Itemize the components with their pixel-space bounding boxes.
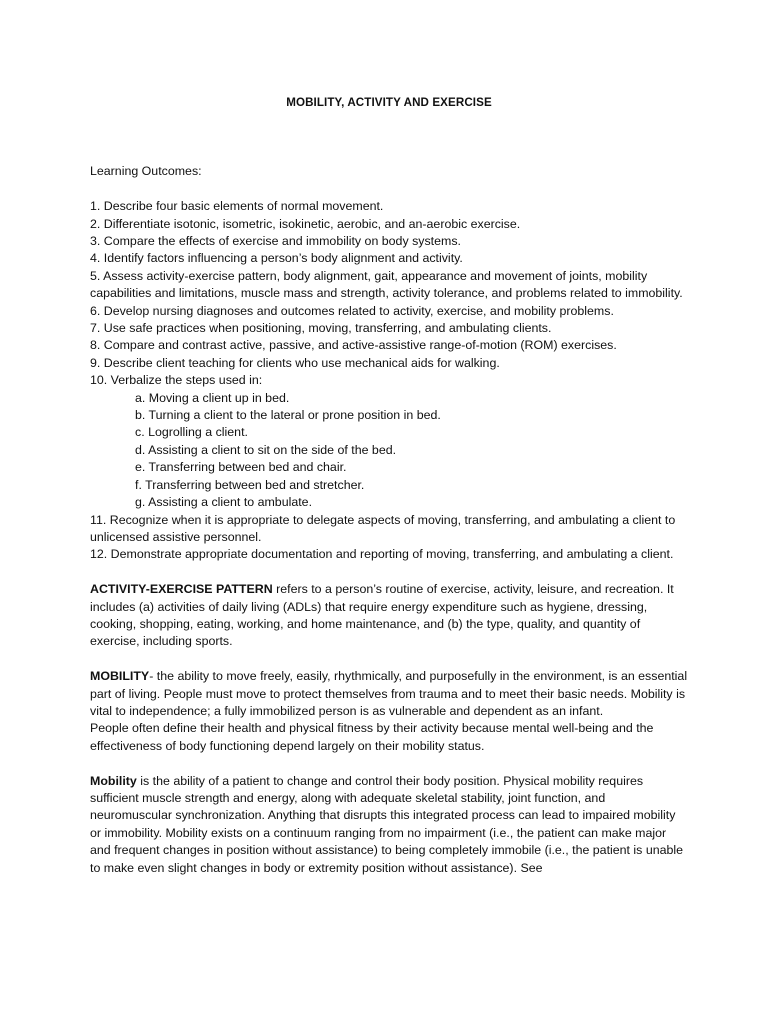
activity-exercise-paragraph	[90, 581, 688, 651]
step-item: d. Assisting a client to sit on the side of the bed.	[135, 442, 397, 457]
outcome-item: 3. Compare the effects of exercise and immobility on body systems.	[90, 234, 461, 249]
step-item: b. Turning a client to the lateral or prone position in bed.	[135, 408, 441, 423]
outcome-item: 4. Identify factors influencing a person’s body alignment and activity.	[90, 251, 463, 266]
step-item: g. Assisting a client to ambulate.	[135, 495, 313, 510]
outcome-item: 10. Verbalize the steps used in:	[90, 373, 263, 388]
step-item: a. Moving a client up in bed.	[135, 390, 290, 405]
spacer	[90, 755, 688, 772]
spacer	[90, 564, 688, 581]
activity-exercise-text: refers to a person’s routine of exercise, activity, leisure, and recreation. It includes (a) activities of daily living (ADLs) that require energy expenditure such as hygiene, dressing, cooking, shopping, eating, working, and home maintenance, and (b) the type, quality, and quantity of exercise, including sports.	[90, 582, 674, 649]
spacer	[90, 651, 688, 668]
learning-outcomes-heading: Learning Outcomes:	[90, 164, 202, 179]
step-item: c. Logrolling a client.	[135, 425, 248, 440]
mobility-definition-text: is the ability of a patient to change and control their body position. Physical mobility requires sufficient muscle strength and energy, along with adequate skeletal stability, joint function, and neuromuscular synchronization. Anything that disrupts this integrated process can lead to impaired mobility or immobility. Mobility exists on a continuum ranging from no impairment (i.e., the patient can make major and frequent changes in position without assistance) to being completely immobile (i.e., the patient is unable to make even slight changes in body or extremity position without assistance). See	[90, 773, 684, 875]
outcome-item: 1. Describe four basic elements of normal movement.	[90, 199, 384, 214]
mobility-paragraph	[90, 668, 688, 720]
outcome-item: 8. Compare and contrast active, passive, and active-assistive range-of-motion (ROM) exercises.	[90, 338, 617, 353]
document-body	[90, 94, 688, 877]
step-item: e. Transferring between bed and chair.	[135, 460, 347, 475]
outcome-item: 9. Describe client teaching for clients who use mechanical aids for walking.	[90, 355, 500, 370]
mobility-definition-paragraph	[90, 773, 688, 877]
mobility-followup-paragraph: People often define their health and physical fitness by their activity because mental well-being and the effectiveness of body functioning depend largely on their mobility status.	[90, 721, 654, 753]
outcome-item: 12. Demonstrate appropriate documentation and reporting of moving, transferring, and ambulating a client.	[90, 547, 674, 562]
document-title: MOBILITY, ACTIVITY AND EXERCISE	[286, 96, 492, 109]
outcome-item: 2. Differentiate isotonic, isometric, isokinetic, aerobic, and an-aerobic exercise.	[90, 216, 521, 231]
mobility-definition-term: Mobility	[90, 773, 137, 788]
outcome-item: 5. Assess activity-exercise pattern, body alignment, gait, appearance and movement of joints, mobility capabilities and limitations, muscle mass and strength, activity tolerance, and problems related to immobility.	[90, 268, 683, 301]
outcome-item: 6. Develop nursing diagnoses and outcomes related to activity, exercise, and mobility problems.	[90, 303, 614, 318]
mobility-term: MOBILITY	[90, 669, 150, 684]
steps-sublist	[90, 390, 688, 512]
outcome-item: 11. Recognize when it is appropriate to delegate aspects of moving, transferring, and ambulating a client to unlicensed assistive personnel.	[90, 512, 676, 544]
mobility-text: - the ability to move freely, easily, rhythmically, and purposefully in the environment, is an essential part of living. People must move to protect themselves from trauma and to meet their basic needs. Mobility is vital to independence; a fully immobilized person is as vulnerable and dependent as an infant.	[90, 669, 688, 718]
step-item: f. Transferring between bed and stretcher.	[135, 477, 365, 492]
outcome-item: 7. Use safe practices when positioning, moving, transferring, and ambulating clients.	[90, 321, 552, 336]
spacer	[90, 181, 688, 198]
outcomes-list-continued	[90, 512, 688, 564]
outcomes-list	[90, 198, 688, 389]
activity-exercise-term: ACTIVITY-EXERCISE PATTERN	[90, 582, 273, 597]
